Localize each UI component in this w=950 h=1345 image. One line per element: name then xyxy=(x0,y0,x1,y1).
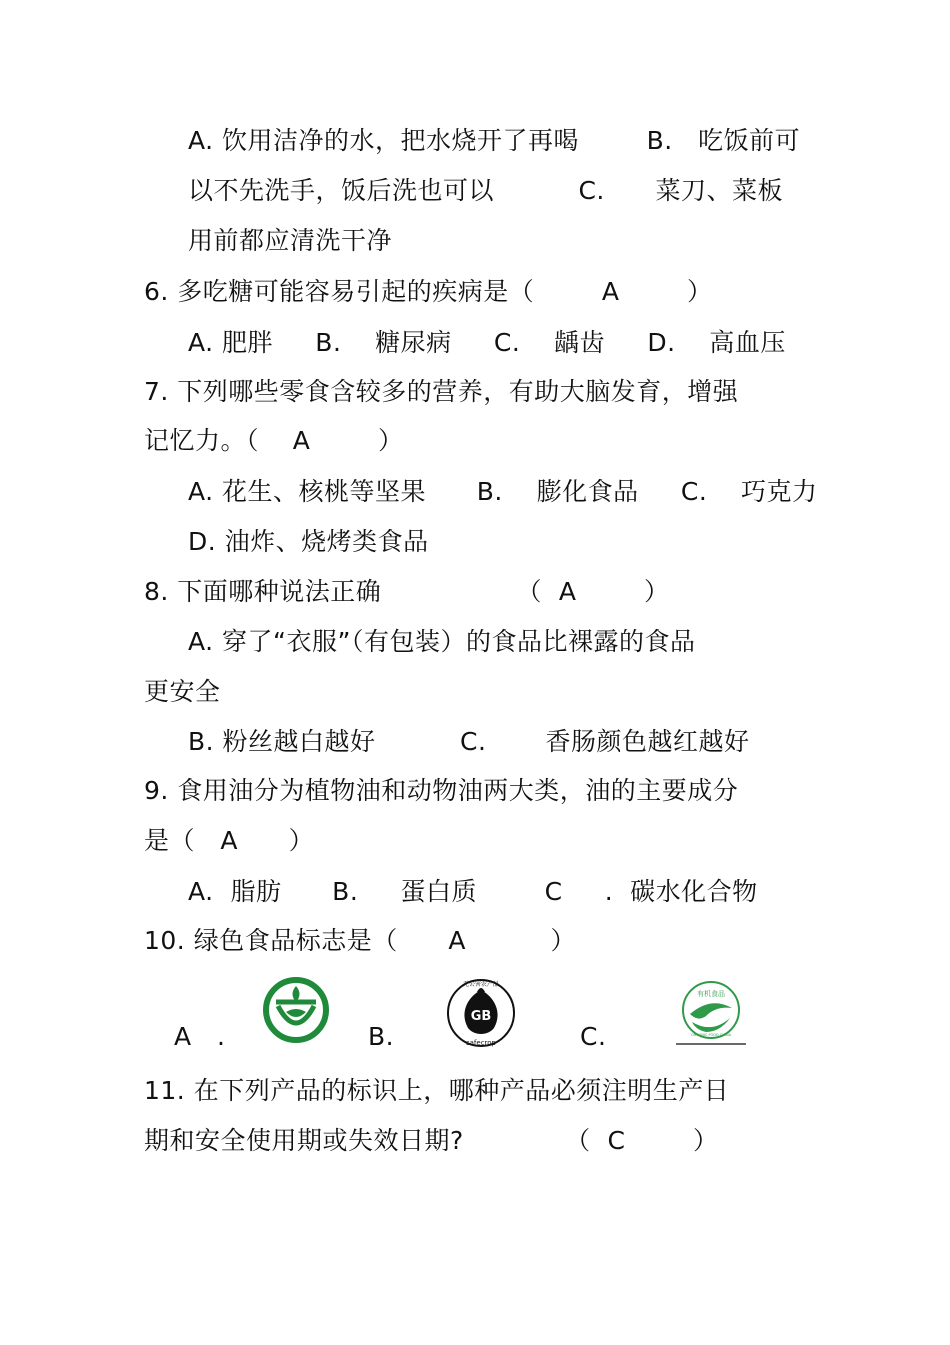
option-text-line-3: 用前都应清洗干净 xyxy=(188,226,393,255)
gb-arc-bottom-text: safecrop xyxy=(465,1039,497,1047)
question-11-line-1: 11. 在下列产品的标识上，哪种产品必须注明生产日 xyxy=(144,1076,730,1105)
gb-text: GB xyxy=(470,1009,492,1024)
organic-top-text: 有机食品 xyxy=(697,990,725,998)
question-9-options: A. 脂肪 B. 蛋白质 C . 碳水化合物 xyxy=(188,877,758,906)
question-8-option-a-2: 更安全 xyxy=(144,677,221,706)
question-10-label-a: A . xyxy=(174,1022,226,1051)
gb-arc-top-text: 无公害农产品 xyxy=(462,981,500,988)
question-7-line-1: 7. 下列哪些零食含较多的营养，有助大脑发育，增强 xyxy=(144,377,739,406)
question-7-options-2: D. 油炸、烧烤类食品 xyxy=(188,527,429,556)
question-9-line-2: 是（ A ） xyxy=(144,826,315,855)
green-food-logo-icon xyxy=(262,976,330,1044)
question-6-options: A. 肥胖 B. 糖尿病 C. 龋齿 D. 高血压 xyxy=(188,328,786,357)
question-11-line-2: 期和安全使用期或失效日期? （ C ） xyxy=(144,1126,719,1155)
option-text-line-2: 以不先洗手，饭后洗也可以 C. 菜刀、菜板 xyxy=(188,176,784,205)
organic-food-logo-icon xyxy=(676,978,746,1048)
question-10: 10. 绿色食品标志是（ A ） xyxy=(144,926,576,955)
organic-bottom-text: ORGANIC FOOD CHINA xyxy=(691,1033,731,1037)
question-10-label-b: B. xyxy=(368,1022,395,1051)
pollution-free-gb-logo-icon xyxy=(444,976,518,1050)
option-text-line-1: A. 饮用洁净的水，把水烧开了再喝 B. 吃饭前可 xyxy=(188,126,801,155)
question-7-line-2: 记忆力。（ A ） xyxy=(144,426,404,455)
question-8-options-bc: B. 粉丝越白越好 C. 香肠颜色越红越好 xyxy=(188,727,750,756)
question-10-label-c: C. xyxy=(580,1022,607,1051)
question-6: 6. 多吃糖可能容易引起的疾病是（ A ） xyxy=(144,277,713,306)
question-8-option-a-1: A. 穿了“衣服”（有包装）的食品比裸露的食品 xyxy=(188,627,696,656)
question-9-line-1: 9. 食用油分为植物油和动物油两大类，油的主要成分 xyxy=(144,776,739,805)
question-8: 8. 下面哪种说法正确 （ A ） xyxy=(144,577,670,606)
question-7-options-1: A. 花生、核桃等坚果 B. 膨化食品 C. 巧克力 xyxy=(188,477,818,506)
